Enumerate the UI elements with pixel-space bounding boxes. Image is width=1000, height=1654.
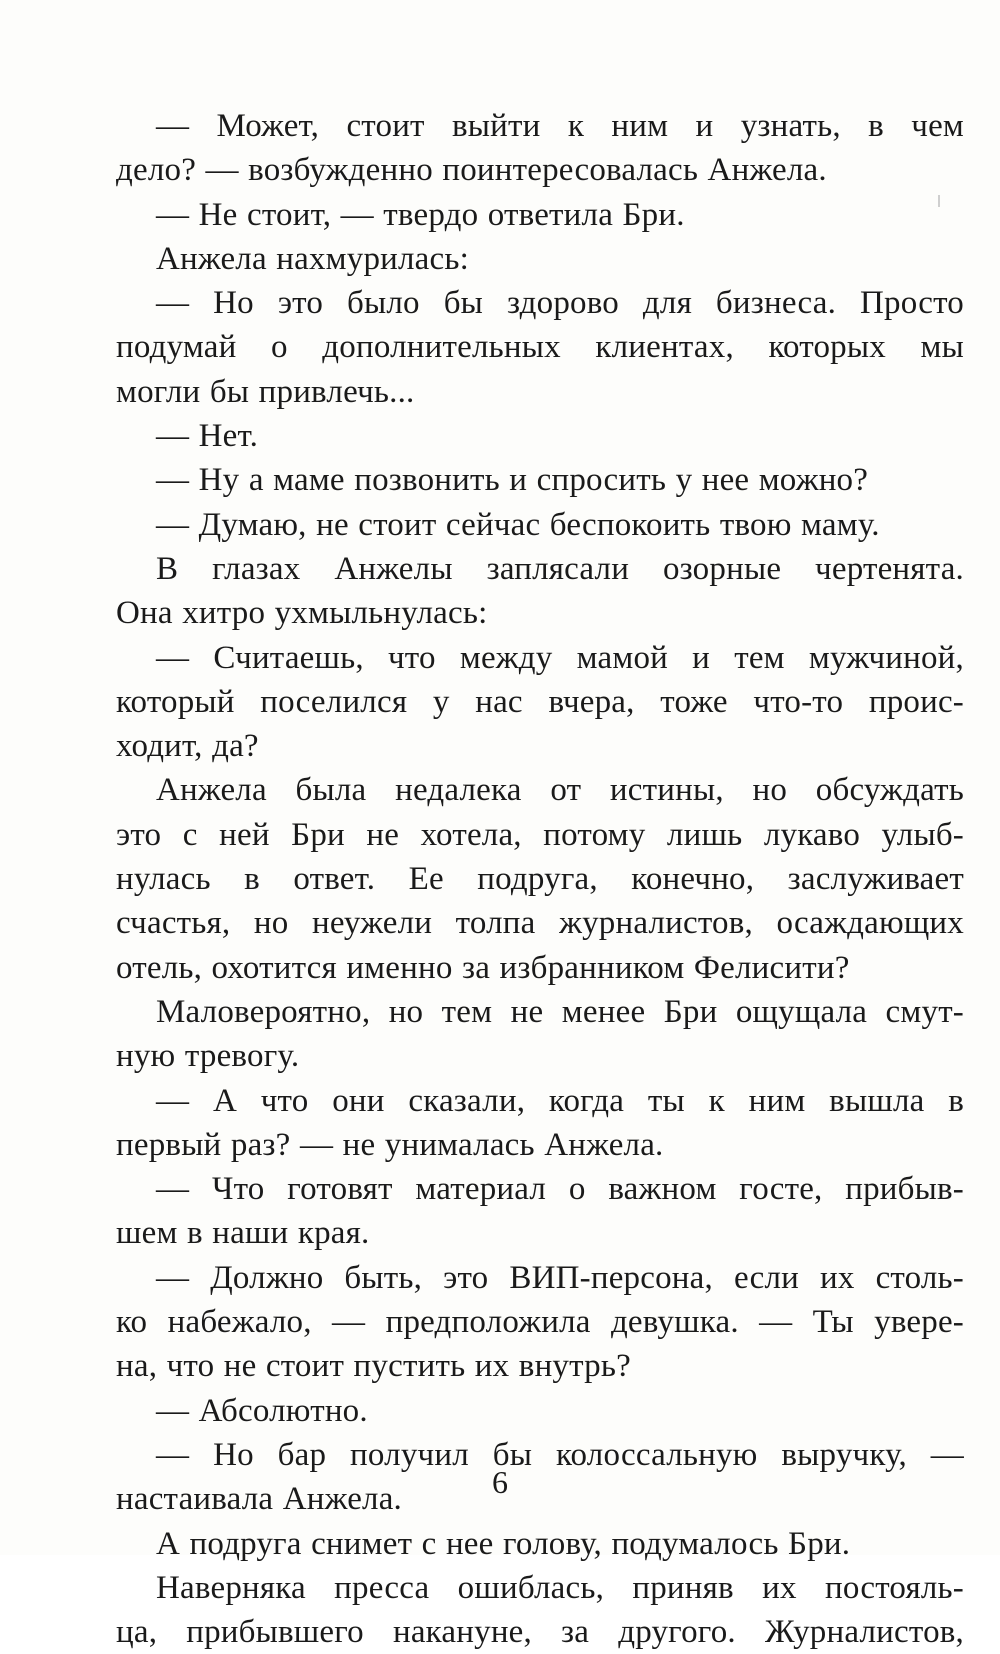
text-line: ходит, да?: [116, 728, 259, 765]
text-line: — Думаю, не стоит сейчас беспокоить твою маму.: [156, 506, 880, 543]
text-line: — Должно быть, это ВИП-персона, если их столь-: [156, 1259, 964, 1296]
text-line: — Может, стоит выйти к ним и узнать, в чем: [156, 108, 964, 144]
text-line: который поселился у нас вчера, тоже что-то проис-: [116, 683, 964, 720]
text-line: ко набежало, — предположила девушка. — Ты увере-: [116, 1304, 964, 1341]
text-line: Она хитро ухмыльнулась:: [116, 595, 488, 632]
text-line: настаивала Анжела.: [116, 1481, 403, 1518]
text-line: дело? — возбужденно поинтересовалась Анжела.: [116, 152, 827, 189]
text-line: подумай о дополнительных клиентах, которых мы: [116, 329, 964, 366]
text-line: — Считаешь, что между мамой и тем мужчиной,: [156, 639, 964, 676]
text-line: на, что не стоит пустить их внутрь?: [116, 1348, 631, 1385]
text-line: — Но это было бы здорово для бизнеса. Просто: [156, 285, 964, 322]
text-line: счастья, но неужели толпа журналистов, осаждающих: [116, 905, 964, 942]
text-line: — А что они сказали, когда ты к ним вышла в: [156, 1082, 964, 1119]
text-line: — Но бар получил бы колоссальную выручку, —: [156, 1436, 964, 1473]
text-line: первый раз? — не унималась Анжела.: [116, 1126, 664, 1163]
text-line: отель, охотится именно за избранником Фелисити?: [116, 949, 850, 986]
text-line: — Что готовят материал о важном госте, прибыв-: [156, 1171, 964, 1208]
text-line: — Абсолютно.: [156, 1392, 368, 1429]
text-line: — Нет.: [156, 418, 259, 455]
text-line: ца, прибывшего накануне, за другого. Журналистов,: [116, 1614, 964, 1651]
body-text: [116, 104, 964, 1654]
text-line: Анжела нахмурилась:: [156, 240, 469, 277]
text-line: Анжела была недалека от истины, но обсуждать: [156, 772, 964, 809]
text-line: Наверняка пресса ошиблась, приняв их постояль-: [156, 1569, 964, 1606]
text-line: могли бы привлечь...: [116, 373, 415, 410]
text-line: В глазах Анжелы заплясали озорные чертенята.: [156, 550, 964, 587]
text-line: шем в наши края.: [116, 1215, 370, 1252]
text-line: Маловероятно, но тем не менее Бри ощущала смут-: [156, 993, 964, 1030]
page-number: 6: [492, 1464, 508, 1500]
text-line: — Ну а маме позвонить и спросить у нее можно?: [156, 462, 869, 499]
text-line: А подруга снимет с нее голову, подумалось Бри.: [156, 1525, 851, 1562]
text-line: это с ней Бри не хотела, потому лишь лукаво улыб-: [116, 816, 964, 853]
text-line: ную тревогу.: [116, 1038, 300, 1075]
text-line: — Не стоит, — твердо ответила Бри.: [156, 196, 685, 233]
text-line: нулась в ответ. Ее подруга, конечно, заслуживает: [116, 861, 964, 898]
